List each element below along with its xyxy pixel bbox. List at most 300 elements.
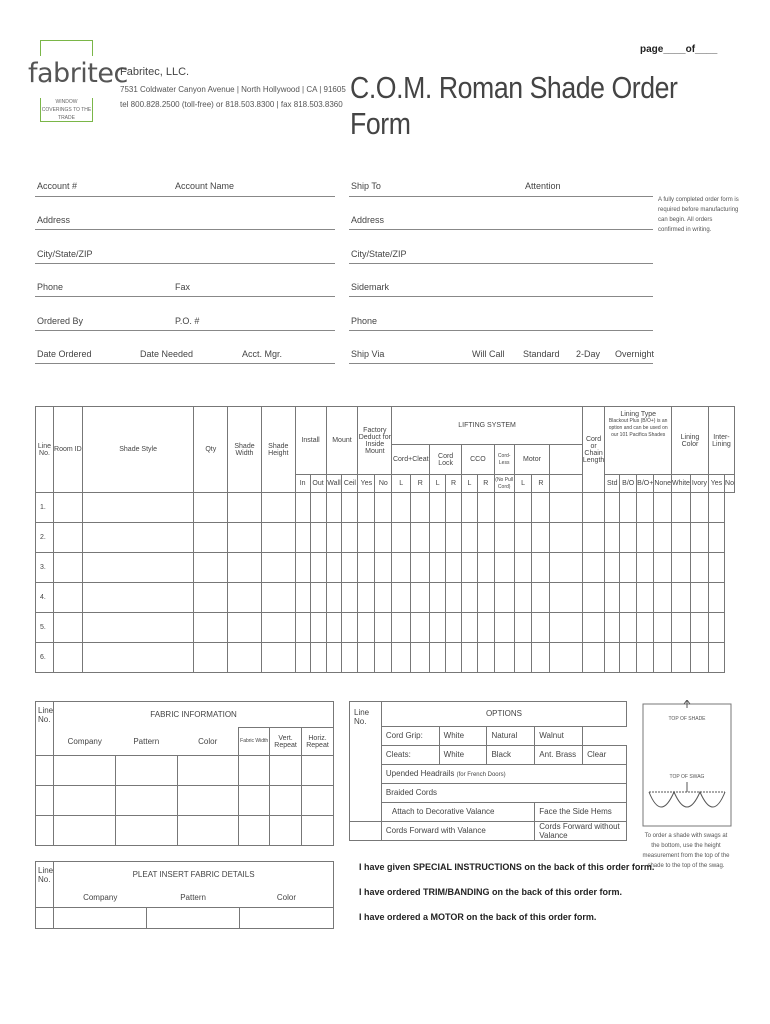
- cord-grip-blank: [583, 726, 627, 745]
- order-cell[interactable]: [532, 583, 550, 613]
- order-cell[interactable]: [690, 583, 708, 613]
- swag-frame: [643, 704, 731, 826]
- order-cell[interactable]: [228, 553, 262, 583]
- order-cell[interactable]: [514, 613, 532, 643]
- order-cell[interactable]: [514, 493, 532, 523]
- order-cell[interactable]: [430, 553, 446, 583]
- order-cell[interactable]: [605, 553, 620, 583]
- order-cell[interactable]: [358, 643, 375, 673]
- address-label: Address: [37, 215, 71, 225]
- order-cell[interactable]: [461, 643, 477, 673]
- order-cell[interactable]: [637, 553, 654, 583]
- ordered-by-line[interactable]: [35, 330, 335, 331]
- order-cell[interactable]: [392, 583, 411, 613]
- order-cell[interactable]: [494, 553, 514, 583]
- order-cell[interactable]: [532, 643, 550, 673]
- order-cell[interactable]: [326, 493, 342, 523]
- fabric-cell[interactable]: [115, 756, 177, 786]
- order-cell[interactable]: [261, 583, 295, 613]
- order-cell[interactable]: [708, 643, 724, 673]
- page-of: page____of____: [640, 44, 718, 55]
- order-cell[interactable]: [461, 553, 477, 583]
- order-cell[interactable]: [53, 643, 82, 673]
- trim-b: TRIM/BANDING: [423, 887, 490, 897]
- th-lining-color: Lining Color: [672, 407, 709, 475]
- order-cell[interactable]: [708, 613, 724, 643]
- order-cell[interactable]: [261, 523, 295, 553]
- upended-headrails[interactable]: [381, 764, 626, 783]
- two-day-option[interactable]: 2-Day: [576, 349, 601, 359]
- order-cell[interactable]: [326, 643, 342, 673]
- order-cell[interactable]: [461, 493, 477, 523]
- order-cell[interactable]: [672, 583, 691, 613]
- fabric-color: Color: [177, 728, 239, 756]
- order-cell[interactable]: [194, 583, 228, 613]
- order-cell[interactable]: [620, 493, 637, 523]
- face-side-hems[interactable]: Face the Side Hems: [535, 802, 627, 821]
- order-cell[interactable]: [620, 523, 637, 553]
- order-cell[interactable]: [637, 493, 654, 523]
- upended-label: Upended Headrails: [385, 769, 455, 778]
- th-cordless: Cord-Less: [494, 445, 514, 475]
- order-cell[interactable]: [550, 613, 583, 643]
- ship-phone-label: Phone: [351, 316, 378, 326]
- sub-wall: Wall: [326, 475, 342, 493]
- order-cell[interactable]: [53, 523, 82, 553]
- order-cell[interactable]: [358, 613, 375, 643]
- date-line[interactable]: [35, 363, 335, 364]
- order-cell[interactable]: [514, 643, 532, 673]
- order-cell[interactable]: [411, 523, 430, 553]
- ship-city-line[interactable]: [349, 263, 653, 264]
- order-cell[interactable]: [194, 493, 228, 523]
- order-cell[interactable]: [194, 553, 228, 583]
- order-cell[interactable]: [295, 553, 310, 583]
- order-cell[interactable]: [411, 493, 430, 523]
- order-cell[interactable]: [532, 613, 550, 643]
- order-cell[interactable]: [620, 613, 637, 643]
- order-cell[interactable]: [582, 613, 604, 643]
- order-cell[interactable]: [477, 493, 494, 523]
- ship-phone-line[interactable]: [349, 330, 653, 331]
- special-instructions-statement[interactable]: [359, 862, 654, 872]
- order-cell[interactable]: [430, 643, 446, 673]
- order-cell[interactable]: [375, 553, 392, 583]
- sub-white: White: [672, 475, 691, 493]
- options-line-no: Line No.: [350, 702, 382, 727]
- cord-grip-label: Cord Grip:: [381, 726, 439, 745]
- order-cell[interactable]: [514, 523, 532, 553]
- order-cell[interactable]: [550, 583, 583, 613]
- order-cell[interactable]: [295, 613, 310, 643]
- cord-grip-white[interactable]: White: [439, 726, 487, 745]
- options-table: [349, 701, 627, 841]
- motor-statement[interactable]: [359, 912, 596, 922]
- account-line[interactable]: [35, 196, 335, 197]
- order-cell[interactable]: [637, 613, 654, 643]
- th-qty: Qty: [194, 407, 228, 493]
- account-name-label: Account Name: [175, 181, 235, 191]
- order-cell[interactable]: [194, 613, 228, 643]
- upended-note: (for French Doors): [456, 772, 506, 778]
- fax-label: Fax: [175, 282, 191, 292]
- order-cell[interactable]: [430, 493, 446, 523]
- order-cell[interactable]: [446, 643, 462, 673]
- order-cell[interactable]: [342, 523, 358, 553]
- cords-forward-valance[interactable]: Cords Forward with Valance: [381, 821, 534, 840]
- th-mount: Mount: [326, 407, 358, 475]
- order-cell[interactable]: [654, 523, 672, 553]
- order-cell[interactable]: [494, 613, 514, 643]
- motor-b: MOTOR: [430, 912, 464, 922]
- logo: fabritec: [28, 58, 128, 89]
- order-cell[interactable]: [446, 523, 462, 553]
- fabric-cell[interactable]: [302, 816, 334, 846]
- fabric-cell[interactable]: [54, 816, 116, 846]
- attention-label: Attention: [525, 181, 561, 191]
- order-cell[interactable]: [430, 523, 446, 553]
- order-cell[interactable]: [228, 493, 262, 523]
- order-cell[interactable]: [690, 643, 708, 673]
- order-cell[interactable]: [82, 583, 194, 613]
- order-cell[interactable]: [326, 613, 342, 643]
- row-number: 3.: [36, 553, 54, 583]
- th-line-no: Line No.: [36, 407, 54, 493]
- sub-in: In: [295, 475, 310, 493]
- fabric-cell[interactable]: [115, 816, 177, 846]
- order-cell[interactable]: [411, 613, 430, 643]
- order-cell[interactable]: [375, 613, 392, 643]
- cords-forward-without[interactable]: Cords Forward without Valance: [535, 821, 627, 840]
- th-lining-type: [605, 407, 672, 475]
- th-cord-cleat: Cord+Cleat: [392, 445, 430, 475]
- order-cell[interactable]: [690, 523, 708, 553]
- date-ordered-label: Date Ordered: [37, 349, 92, 359]
- order-cell[interactable]: [342, 613, 358, 643]
- order-cell[interactable]: [708, 523, 724, 553]
- order-cell[interactable]: [261, 643, 295, 673]
- order-cell[interactable]: [326, 523, 342, 553]
- trim-c: on the back of this order form.: [489, 887, 623, 897]
- order-cell[interactable]: [310, 613, 326, 643]
- cleats-black[interactable]: Black: [487, 745, 535, 764]
- th-blank: [550, 445, 583, 475]
- fabric-cell[interactable]: [177, 756, 239, 786]
- order-cell[interactable]: [375, 493, 392, 523]
- order-cell[interactable]: [411, 583, 430, 613]
- fabric-cell[interactable]: [270, 816, 302, 846]
- address-line[interactable]: [35, 229, 335, 230]
- order-cell[interactable]: [654, 643, 672, 673]
- trim-a: I have ordered: [359, 887, 424, 897]
- order-cell[interactable]: [605, 493, 620, 523]
- order-cell[interactable]: [494, 523, 514, 553]
- order-cell[interactable]: [375, 583, 392, 613]
- order-cell[interactable]: [582, 553, 604, 583]
- order-cell[interactable]: [261, 553, 295, 583]
- attach-valance[interactable]: Attach to Decorative Valance: [381, 802, 534, 821]
- order-cell[interactable]: [672, 613, 691, 643]
- order-cell[interactable]: [53, 583, 82, 613]
- cleats-white[interactable]: White: [439, 745, 487, 764]
- order-cell[interactable]: [194, 523, 228, 553]
- order-cell[interactable]: [53, 493, 82, 523]
- order-cell[interactable]: [295, 583, 310, 613]
- pleat-cell[interactable]: [36, 908, 54, 929]
- order-cell[interactable]: [637, 523, 654, 553]
- order-cell[interactable]: [532, 493, 550, 523]
- order-cell[interactable]: [690, 613, 708, 643]
- order-cell[interactable]: [326, 583, 342, 613]
- th-room-id: Room ID: [53, 407, 82, 493]
- order-cell[interactable]: [494, 493, 514, 523]
- row-number: 5.: [36, 613, 54, 643]
- order-cell[interactable]: [532, 553, 550, 583]
- order-cell[interactable]: [605, 523, 620, 553]
- options-line-cell-2[interactable]: [350, 821, 382, 840]
- order-cell[interactable]: [672, 643, 691, 673]
- th-lifting-system: LIFTING SYSTEM: [392, 407, 583, 445]
- pleat-line-no: Line No.: [36, 862, 54, 908]
- order-cell[interactable]: [605, 613, 620, 643]
- fabric-cell[interactable]: [115, 786, 177, 816]
- sub-ceil: Ceil: [342, 475, 358, 493]
- order-cell[interactable]: [228, 583, 262, 613]
- fabric-cell[interactable]: [270, 786, 302, 816]
- order-cell[interactable]: [358, 523, 375, 553]
- th-interlining: Inter-Lining: [708, 407, 734, 475]
- order-cell[interactable]: [358, 493, 375, 523]
- order-cell[interactable]: [446, 613, 462, 643]
- lining-note: Blackout Plus (B/O+) is an option and can be used on our 101 Pacifica Shades: [608, 418, 668, 438]
- order-cell[interactable]: [411, 643, 430, 673]
- fabric-cell[interactable]: [302, 786, 334, 816]
- fabric-cell[interactable]: [54, 786, 116, 816]
- form-title: C.O.M. Roman Shade Order Form: [350, 70, 678, 141]
- table-row: [36, 613, 735, 643]
- order-cell[interactable]: [228, 643, 262, 673]
- order-cell[interactable]: [53, 553, 82, 583]
- order-cell[interactable]: [550, 493, 583, 523]
- order-cell[interactable]: [514, 583, 532, 613]
- order-cell[interactable]: [582, 523, 604, 553]
- sidemark-line[interactable]: [349, 296, 653, 297]
- order-cell[interactable]: [430, 613, 446, 643]
- sub-blank: [550, 475, 583, 493]
- order-cell[interactable]: [392, 493, 411, 523]
- order-cell[interactable]: [310, 643, 326, 673]
- order-cell[interactable]: [295, 643, 310, 673]
- order-cell[interactable]: [582, 493, 604, 523]
- cleats-ant-brass[interactable]: Ant. Brass: [535, 745, 583, 764]
- pleat-color: Color: [240, 888, 334, 908]
- order-cell[interactable]: [620, 553, 637, 583]
- order-cell[interactable]: [550, 523, 583, 553]
- fabric-title: FABRIC INFORMATION: [54, 702, 334, 728]
- order-cell[interactable]: [358, 583, 375, 613]
- order-cell[interactable]: [446, 553, 462, 583]
- fabric-cell[interactable]: [36, 756, 54, 786]
- pleat-cell[interactable]: [146, 908, 240, 929]
- pleat-cell[interactable]: [54, 908, 147, 929]
- order-cell[interactable]: [310, 583, 326, 613]
- order-cell[interactable]: [310, 493, 326, 523]
- order-cell[interactable]: [477, 523, 494, 553]
- order-cell[interactable]: [532, 523, 550, 553]
- order-cell[interactable]: [654, 553, 672, 583]
- row-number: 2.: [36, 523, 54, 553]
- ship-to-line[interactable]: [349, 196, 653, 197]
- pleat-table: [35, 861, 334, 929]
- cleats-clear[interactable]: Clear: [583, 745, 627, 764]
- order-cell[interactable]: [194, 643, 228, 673]
- order-cell[interactable]: [411, 553, 430, 583]
- order-cell[interactable]: [342, 553, 358, 583]
- order-cell[interactable]: [261, 493, 295, 523]
- order-cell[interactable]: [461, 523, 477, 553]
- phone-line[interactable]: [35, 296, 335, 297]
- order-cell[interactable]: [477, 583, 494, 613]
- fabric-cell[interactable]: [177, 786, 239, 816]
- fabric-cell[interactable]: [302, 756, 334, 786]
- order-cell[interactable]: [82, 553, 194, 583]
- pleat-cell[interactable]: [240, 908, 334, 929]
- order-cell[interactable]: [82, 643, 194, 673]
- order-cell[interactable]: [342, 583, 358, 613]
- trim-banding-statement[interactable]: [359, 887, 622, 897]
- order-cell[interactable]: [342, 493, 358, 523]
- row-number: 6.: [36, 643, 54, 673]
- order-cell[interactable]: [82, 493, 194, 523]
- order-cell[interactable]: [672, 523, 691, 553]
- order-cell[interactable]: [690, 553, 708, 583]
- order-table: [35, 406, 735, 673]
- cord-grip-walnut[interactable]: Walnut: [535, 726, 583, 745]
- order-cell[interactable]: [392, 643, 411, 673]
- order-cell[interactable]: [654, 493, 672, 523]
- order-cell[interactable]: [392, 613, 411, 643]
- sub-inter-no: No: [725, 475, 735, 493]
- fabric-cell[interactable]: [36, 786, 54, 816]
- swag-note: To order a shade with swags at the bottom, use the height measurement from the top of the shade to the top of the swag.: [642, 833, 730, 869]
- logo-bracket-top: [40, 40, 93, 56]
- order-cell[interactable]: [82, 613, 194, 643]
- order-cell[interactable]: [514, 553, 532, 583]
- fabric-cell[interactable]: [239, 786, 270, 816]
- cord-grip-natural[interactable]: Natural: [487, 726, 535, 745]
- order-cell[interactable]: [708, 583, 724, 613]
- sub-nopull: (No Pull Cord): [494, 475, 514, 493]
- order-cell[interactable]: [708, 493, 724, 523]
- order-cell[interactable]: [446, 583, 462, 613]
- sub-cleat-l: L: [392, 475, 411, 493]
- order-cell[interactable]: [494, 643, 514, 673]
- standard-option[interactable]: Standard: [523, 349, 560, 359]
- ship-address-label: Address: [351, 215, 385, 225]
- fabric-cell[interactable]: [36, 816, 54, 846]
- order-cell[interactable]: [620, 583, 637, 613]
- order-cell[interactable]: [654, 583, 672, 613]
- order-cell[interactable]: [342, 643, 358, 673]
- order-cell[interactable]: [582, 643, 604, 673]
- order-cell[interactable]: [494, 583, 514, 613]
- order-cell[interactable]: [53, 613, 82, 643]
- sub-lock-r: R: [446, 475, 462, 493]
- order-cell[interactable]: [430, 583, 446, 613]
- fabric-table: [35, 701, 334, 846]
- order-cell[interactable]: [375, 643, 392, 673]
- order-cell[interactable]: [446, 493, 462, 523]
- order-cell[interactable]: [550, 643, 583, 673]
- order-cell[interactable]: [295, 493, 310, 523]
- order-cell[interactable]: [310, 553, 326, 583]
- order-cell[interactable]: [461, 583, 477, 613]
- order-cell[interactable]: [550, 553, 583, 583]
- city-line[interactable]: [35, 263, 335, 264]
- order-cell[interactable]: [358, 553, 375, 583]
- date-needed-label: Date Needed: [140, 349, 194, 359]
- special-c: on the back of this order form.: [521, 862, 655, 872]
- order-cell[interactable]: [392, 523, 411, 553]
- sub-cco-r: R: [477, 475, 494, 493]
- order-cell[interactable]: [654, 613, 672, 643]
- order-cell[interactable]: [326, 553, 342, 583]
- order-cell[interactable]: [690, 493, 708, 523]
- sub-none: None: [654, 475, 672, 493]
- order-cell[interactable]: [82, 523, 194, 553]
- order-cell[interactable]: [310, 523, 326, 553]
- pleat-pattern: Pattern: [146, 888, 240, 908]
- order-cell[interactable]: [620, 643, 637, 673]
- order-cell[interactable]: [477, 613, 494, 643]
- order-cell[interactable]: [261, 613, 295, 643]
- order-cell[interactable]: [605, 583, 620, 613]
- fabric-cell[interactable]: [239, 816, 270, 846]
- order-cell[interactable]: [228, 613, 262, 643]
- order-cell[interactable]: [477, 643, 494, 673]
- table-row: [36, 786, 334, 816]
- order-cell[interactable]: [708, 553, 724, 583]
- options-line-cell[interactable]: [350, 726, 382, 821]
- order-cell[interactable]: [605, 643, 620, 673]
- order-cell[interactable]: [672, 553, 691, 583]
- fabric-cell[interactable]: [270, 756, 302, 786]
- ship-via-line[interactable]: [349, 363, 653, 364]
- order-cell[interactable]: [392, 553, 411, 583]
- order-cell[interactable]: [672, 493, 691, 523]
- will-call-option[interactable]: Will Call: [472, 349, 505, 359]
- braided-cords[interactable]: Braided Cords: [381, 783, 626, 802]
- company-name: Fabritec, LLC.: [120, 66, 190, 78]
- th-cord-lock: Cord Lock: [430, 445, 462, 475]
- company-address: 7531 Coldwater Canyon Avenue | North Hollywood | CA | 91605: [120, 85, 346, 94]
- ship-via-label: Ship Via: [351, 349, 385, 359]
- order-cell[interactable]: [582, 583, 604, 613]
- overnight-option[interactable]: Overnight: [615, 349, 655, 359]
- fabric-company: Company: [54, 728, 116, 756]
- order-cell[interactable]: [295, 523, 310, 553]
- fabric-cell[interactable]: [177, 816, 239, 846]
- ship-address-line[interactable]: [349, 229, 653, 230]
- order-cell[interactable]: [228, 523, 262, 553]
- order-cell[interactable]: [375, 523, 392, 553]
- fabric-cell[interactable]: [239, 756, 270, 786]
- order-cell[interactable]: [461, 613, 477, 643]
- order-cell[interactable]: [477, 553, 494, 583]
- order-cell[interactable]: [637, 583, 654, 613]
- order-cell[interactable]: [637, 643, 654, 673]
- fabric-cell[interactable]: [54, 756, 116, 786]
